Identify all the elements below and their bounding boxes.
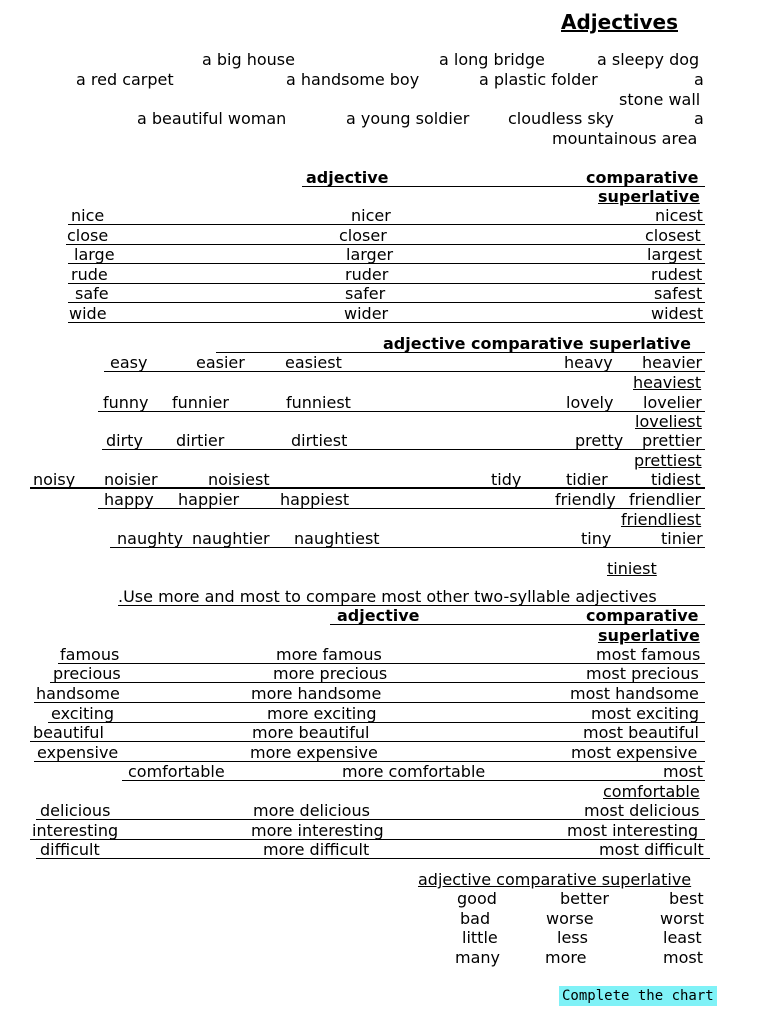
column-header-comparative: comparative — [586, 168, 699, 187]
table-cell: prettiest — [634, 451, 702, 470]
example-phrase: a handsome boy — [286, 70, 420, 89]
example-phrase: a long bridge — [439, 50, 545, 69]
table-cell: noisiest — [208, 470, 270, 489]
table-cell: funny — [103, 393, 149, 412]
table-cell: wide — [69, 304, 107, 323]
table-cell: larger — [346, 245, 394, 264]
table2-header: adjective comparative superlative — [383, 334, 691, 353]
table-cell: famous — [60, 645, 120, 664]
table-cell: rude — [71, 265, 108, 284]
table-cell: difficult — [40, 840, 100, 859]
table-cell: safest — [654, 284, 703, 303]
table-cell: funniest — [286, 393, 351, 412]
table-cell: rudest — [651, 265, 703, 284]
table-cell: tidiest — [651, 470, 701, 489]
table-cell: prettier — [642, 431, 702, 450]
table4-header: adjective comparative superlative — [418, 870, 692, 889]
table-cell: delicious — [40, 801, 111, 820]
table-cell: most precious — [586, 664, 699, 683]
table-cell: worse — [546, 909, 594, 928]
section-instruction: .Use more and most to compare most other two-syllable adjectives — [118, 587, 657, 606]
table-cell: lovely — [566, 393, 614, 412]
table-cell: best — [669, 889, 704, 908]
table-cell: most — [663, 762, 703, 781]
table-cell: comfortable — [603, 782, 700, 801]
table-cell: more handsome — [251, 684, 382, 703]
table-cell: better — [560, 889, 609, 908]
table-cell: naughtiest — [294, 529, 380, 548]
table-cell: tiniest — [607, 559, 657, 578]
example-phrase: a red carpet — [76, 70, 174, 89]
example-phrase: stone wall — [619, 90, 701, 109]
table-cell: ruder — [345, 265, 389, 284]
table-cell: heavier — [642, 353, 703, 372]
example-phrase: a sleepy dog — [597, 50, 700, 69]
table-cell: lovelier — [643, 393, 702, 412]
table-cell: expensive — [37, 743, 119, 762]
table-cell: bad — [460, 909, 491, 928]
table-cell: many — [455, 948, 500, 967]
table-cell: worst — [660, 909, 705, 928]
table-cell: tinier — [661, 529, 703, 548]
table-cell: easier — [196, 353, 245, 372]
table-cell: most exciting — [591, 704, 700, 723]
table-cell: good — [457, 889, 497, 908]
table-cell: loveliest — [635, 412, 702, 431]
table-cell: least — [663, 928, 702, 947]
table-cell: comfortable — [128, 762, 225, 781]
table-cell: dirty — [106, 431, 143, 450]
example-phrase: mountainous area — [552, 129, 698, 148]
table-cell: dirtiest — [291, 431, 348, 450]
table-cell: happier — [178, 490, 240, 509]
table-cell: more expensive — [250, 743, 378, 762]
table-cell: heaviest — [633, 373, 702, 392]
table-cell: tidier — [566, 470, 608, 489]
table-cell: funnier — [172, 393, 229, 412]
table-cell: more difficult — [263, 840, 370, 859]
table-cell: heavy — [564, 353, 613, 372]
example-phrase: a plastic folder — [479, 70, 598, 89]
table-cell: naughtier — [192, 529, 270, 548]
table-cell: widest — [651, 304, 704, 323]
table-cell: easy — [110, 353, 148, 372]
table-cell: closest — [645, 226, 701, 245]
table-cell: exciting — [51, 704, 115, 723]
table-cell: most beautiful — [583, 723, 699, 742]
table-cell: wider — [344, 304, 389, 323]
column-header-comparative: comparative — [586, 606, 699, 625]
example-phrase: a young soldier — [346, 109, 470, 128]
table-cell: nicest — [655, 206, 703, 225]
complete-chart-button[interactable]: Complete the chart — [559, 986, 717, 1006]
table-cell: less — [557, 928, 588, 947]
table-cell: pretty — [575, 431, 624, 450]
table-rule — [104, 371, 705, 372]
table-cell: nicer — [351, 206, 391, 225]
column-header-superlative: superlative — [598, 187, 700, 206]
table-cell: more interesting — [251, 821, 384, 840]
example-phrase: cloudless sky — [508, 109, 614, 128]
page-title: Adjectives — [561, 10, 678, 34]
table-cell: more comfortable — [342, 762, 486, 781]
table-cell: friendlier — [629, 490, 702, 509]
table-cell: friendly — [555, 490, 616, 509]
column-header-adjective: adjective — [337, 606, 420, 625]
table-cell: closer — [339, 226, 387, 245]
table-cell: most interesting — [567, 821, 699, 840]
table-cell: most difficult — [599, 840, 704, 859]
table-cell: noisy — [33, 470, 76, 489]
table-cell: safe — [75, 284, 109, 303]
table-cell: more precious — [273, 664, 388, 683]
table-cell: more famous — [276, 645, 382, 664]
column-header-superlative: superlative — [598, 626, 700, 645]
table-cell: happiest — [280, 490, 350, 509]
table-cell: most expensive — [571, 743, 698, 762]
column-header-adjective: adjective — [306, 168, 389, 187]
table-cell: most famous — [596, 645, 701, 664]
table-cell: tiny — [581, 529, 612, 548]
table-cell: precious — [53, 664, 121, 683]
table-cell: large — [74, 245, 115, 264]
table-cell: more delicious — [253, 801, 370, 820]
table-cell: naughty — [117, 529, 184, 548]
table-cell: little — [462, 928, 498, 947]
table-cell: most — [663, 948, 703, 967]
table-cell: happy — [104, 490, 154, 509]
table-cell: nice — [71, 206, 105, 225]
table-cell: noisier — [104, 470, 158, 489]
example-phrase: a — [694, 70, 704, 89]
table-cell: dirtier — [176, 431, 225, 450]
example-phrase: a beautiful woman — [137, 109, 287, 128]
table-cell: more beautiful — [252, 723, 370, 742]
table-cell: close — [67, 226, 109, 245]
table-cell: safer — [345, 284, 386, 303]
example-phrase: a — [694, 109, 704, 128]
table-cell: friendliest — [621, 510, 702, 529]
table-cell: handsome — [36, 684, 120, 703]
table-cell: interesting — [32, 821, 119, 840]
example-phrase: a big house — [202, 50, 295, 69]
table-cell: tidy — [491, 470, 522, 489]
table-cell: more — [545, 948, 587, 967]
table-cell: easiest — [285, 353, 342, 372]
table-cell: more exciting — [267, 704, 377, 723]
table-cell: beautiful — [33, 723, 104, 742]
table-cell: most delicious — [584, 801, 700, 820]
table-cell: largest — [647, 245, 703, 264]
table-cell: most handsome — [570, 684, 699, 703]
table-rule — [68, 302, 705, 303]
